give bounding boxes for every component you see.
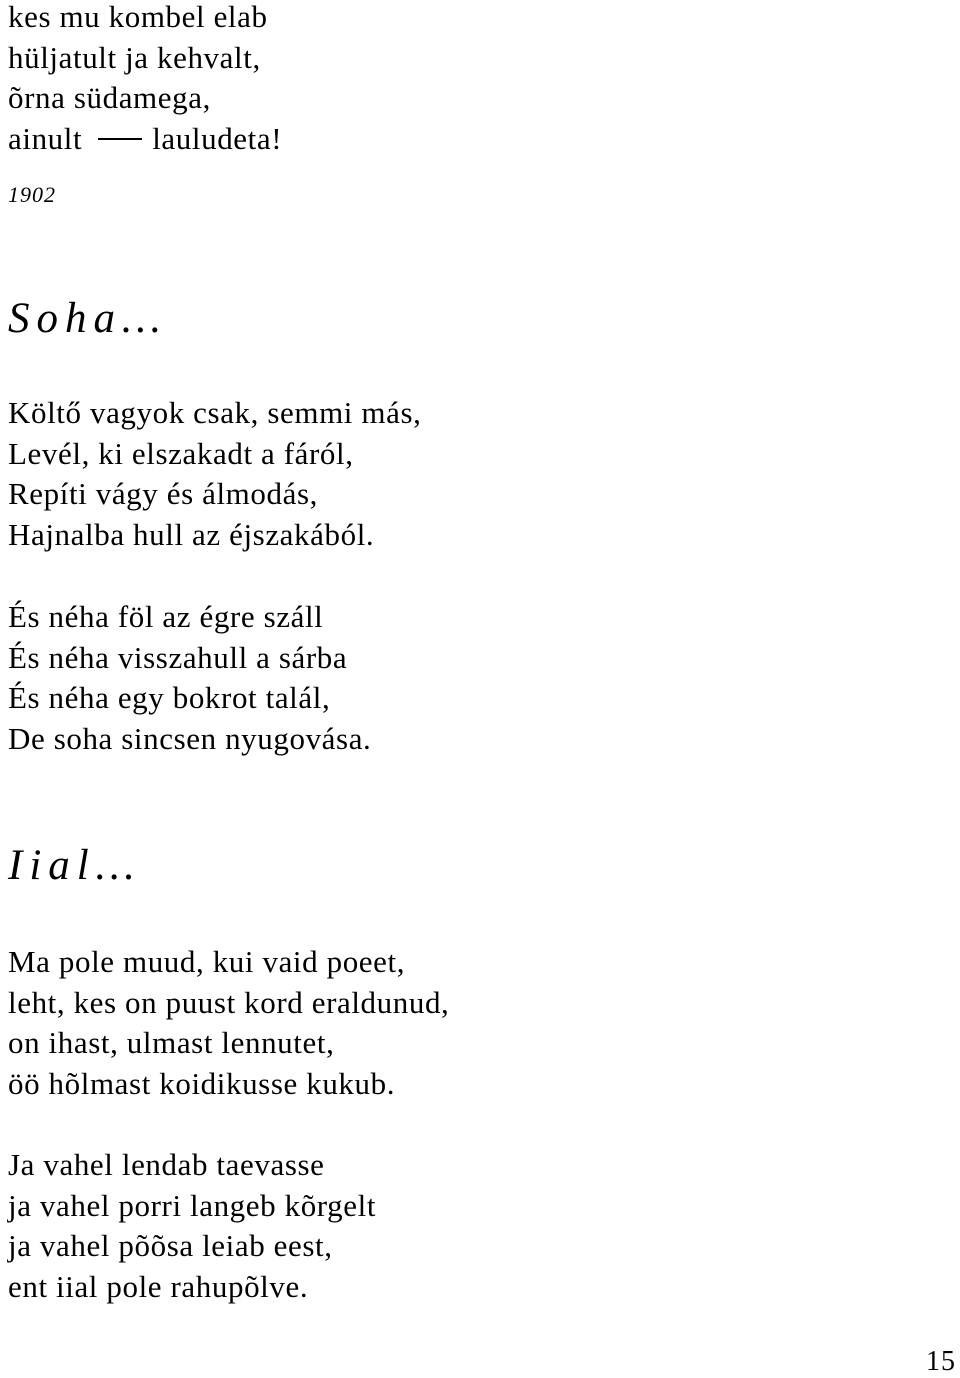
poem-title-hu: Soha… — [8, 295, 168, 342]
poem-line: És néha föl az égre száll — [8, 599, 324, 634]
stanza-hu-2 — [8, 597, 371, 759]
poem-line: öö hõlmast koidikusse kukub. — [8, 1065, 396, 1101]
poem-line: hüljatult ja kehvalt, — [8, 39, 261, 75]
stanza-hu-1 — [8, 393, 421, 555]
poem-title-et: Iial… — [8, 842, 141, 889]
em-dash-rule — [98, 138, 142, 140]
poem-line: kes mu kombel elab — [8, 0, 268, 34]
poem-date: 1902 — [8, 182, 56, 207]
poem-line: Ma pole muud, kui vaid poeet, — [8, 944, 406, 979]
stanza-top — [8, 0, 282, 159]
poem-line: ja vahel põõsa leiab eest, — [8, 1228, 333, 1263]
page-number: 15 — [926, 1346, 956, 1377]
poem-line: Levél, ki elszakadt a fáról, — [8, 435, 354, 471]
poem-line: Ja vahel lendab taevasse — [8, 1147, 325, 1182]
poem-line: ja vahel porri langeb kõrgelt — [8, 1187, 377, 1223]
poem-line: on ihast, ulmast lennutet, — [8, 1025, 335, 1060]
poem-line-start: ainult — [8, 120, 83, 156]
stanza-et-1 — [8, 942, 449, 1104]
poem-line: És néha egy bokrot talál, — [8, 680, 331, 715]
poem-line-end: lauludeta! — [152, 120, 283, 156]
poem-line: Költő vagyok csak, semmi más, — [8, 395, 422, 430]
poem-line-with-dash — [8, 119, 282, 160]
poem-line: ent iial pole rahupõlve. — [8, 1268, 309, 1304]
poem-line: Repíti vágy és álmodás, — [8, 476, 318, 511]
stanza-et-2 — [8, 1145, 376, 1307]
poem-line: De soha sincsen nyugovása. — [8, 720, 372, 756]
poem-line: Hajnalba hull az éjszakából. — [8, 516, 375, 552]
poem-line: És néha visszahull a sárba — [8, 639, 348, 675]
poem-line: õrna südamega, — [8, 80, 211, 115]
poem-line: leht, kes on puust kord eraldunud, — [8, 984, 450, 1020]
